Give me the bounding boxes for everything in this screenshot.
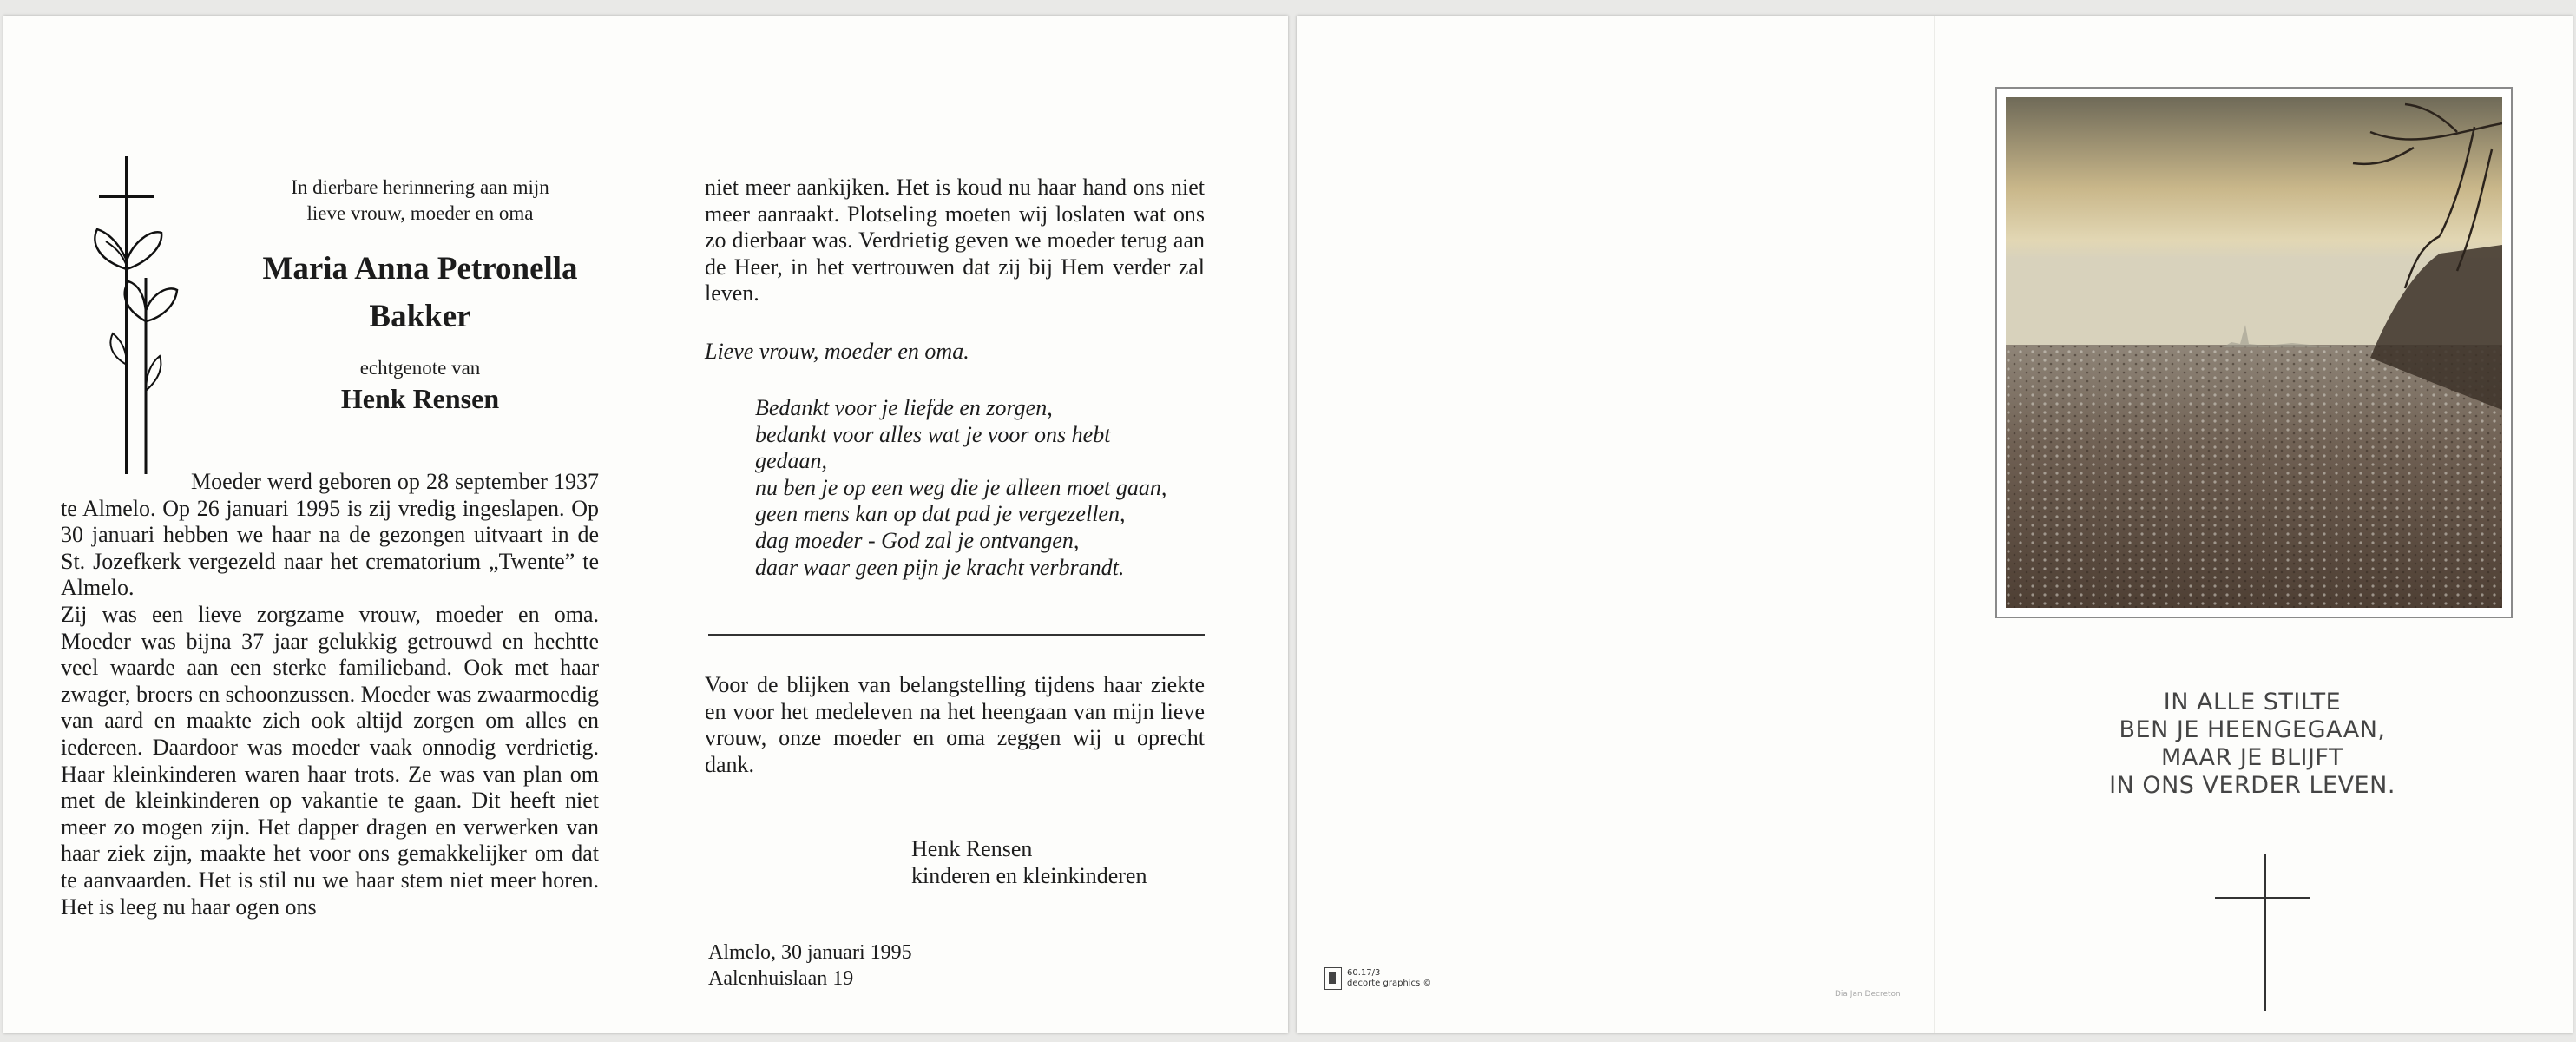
address-line: Lieve vrouw, moeder en oma. [705,339,969,364]
photo-frame [1995,87,2513,618]
landscape-photo [2006,97,2502,608]
photo-credit: Dia Jan Decreton [1835,990,1901,999]
printer-logo-icon [1324,967,1342,990]
thanks-paragraph: Voor de blijken van belangstelling tijdens haar ziekte en voor het medeleven na het heengaan van mijn lieve vrouw, onze moeder en oma zeggen wij u oprecht dank. [705,672,1205,777]
printer-name: decorte graphics © [1347,979,1432,988]
spouse-label: echtgenote van [359,357,481,379]
place-date: Almelo, 30 januari 1995 Aalenhuislaan 19 [708,941,912,990]
memorial-card-inside [3,16,1288,1033]
poem: Bedankt voor je liefde en zorgen, bedankt voor alles wat je voor ons hebt gedaan, nu ben je op een weg die je alleen moet gaan, geen mens kan op dat pad je vergezellen, dag moeder - God zal je ontvangen, daar waar geen pijn je kracht verbrandt. [755,395,1167,580]
signature: Henk Rensen kinderen en kleinkinderen [911,836,1147,888]
spouse-name: Henk Rensen [340,383,500,414]
printer-code: 60.17/3 [1347,968,1381,978]
intro-text: In dierbare herinnering aan mijn lieve vrouw, moeder en oma [291,176,549,224]
bio-continuation: niet meer aankijken. Het is koud nu haar hand ons niet meer aanraakt. Plotseling moeten wij loslaten wat ons zo dierbaar was. Verdrietig geven we moeder terug aan de Heer, in het vertrouwen dat zij bij Hem verder zal leven. [705,175,1205,307]
verse: IN ALLE STILTE BEN JE HEENGEGAAN, MAAR JE BLIJFT IN ONS VERDER LEVEN. [2109,689,2395,799]
bio-paragraph-2: Zij was een lieve zorgzame vrouw, moeder en oma. Moeder was bijna 37 jaar gelukkig getrouwd en hechtte veel waarde aan een sterke familieband. Ook met haar zwager, broers en schoonzussen. Moeder was zwaarmoedig van aard en maakte zich ook altijd zorgen om alles en iedereen. Daardoor was moeder vaak onnodig verdrietig. Haar kleinkinderen waren haar trots. Ze was van plan om met de kleinkinderen op vakantie te gaan. Dit heeft niet meer zo mogen zijn. Het dapper dragen en verwerken van haar ziek zijn, maakte het voor ons gemakkelijker om dat te aanvaarden. Het is stil nu we haar stem niet meer horen. Het is leeg nu haar ogen ons [61,601,599,920]
printer-mark [1324,967,1431,990]
fold-line [1934,16,1935,1033]
deceased-name: Maria Anna Petronella Bakker [262,251,578,334]
biography [61,469,599,920]
divider [708,634,1205,636]
bio-paragraph-1: Moeder werd geboren op 28 september 1937 te Almelo. Op 26 januari 1995 is zij vredig ingeslapen. Op 30 januari hebben we haar na de gezongen uitvaart in de St. Jozefkerk vergezeld naar het crematorium „Twente” te Almelo. [61,469,599,601]
cross-icon [2215,854,2310,1011]
memorial-card-outside [1297,16,2573,1033]
